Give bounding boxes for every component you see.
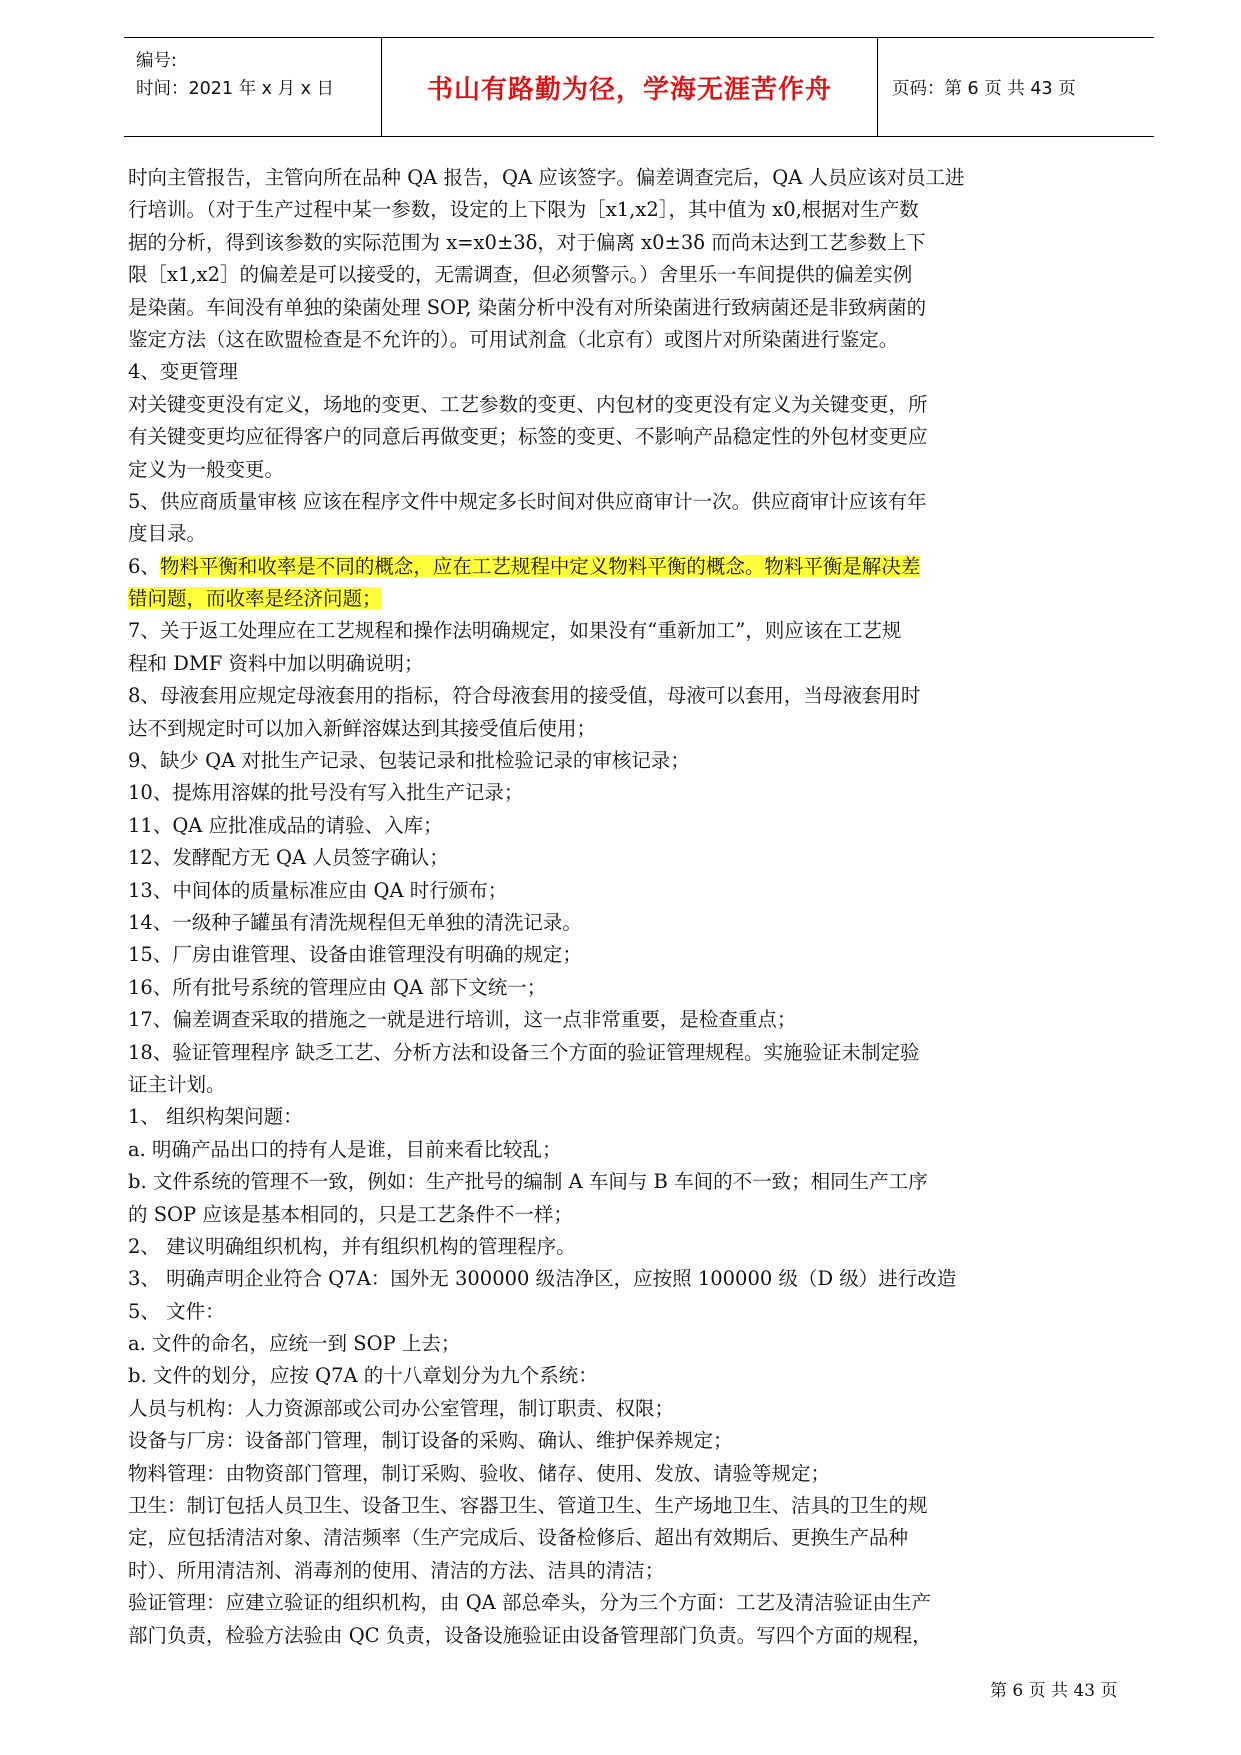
line-text: 是染菌。车间没有单独的染菌处理 SOP, 染菌分析中没有对所染菌进行致病菌还是非致病菌的 — [128, 295, 927, 319]
line-text: 9、缺少 QA 对批生产记录、包装记录和批检验记录的审核记录； — [128, 749, 690, 773]
line-text: 达不到规定时可以加入新鲜溶媒达到其接受值后使用； — [128, 716, 597, 740]
line-text: 5、 文件： — [128, 1299, 225, 1323]
line-text: 设备与厂房：设备部门管理，制订设备的采购、确认、维护保养规定； — [128, 1429, 733, 1453]
line-text: 验证管理：应建立验证的组织机构，由 QA 部总牵头，分为三个方面：工艺及清洁验证由生产 — [128, 1591, 931, 1615]
text-line — [128, 1199, 1146, 1231]
line-text: 7、关于返工处理应在工艺规程和操作法明确规定，如果没有“重新加工”，则应该在工艺规 — [128, 619, 902, 643]
line-text: 18、验证管理程序 缺乏工艺、分析方法和设备三个方面的验证管理规程。实施验证未制定验 — [128, 1040, 920, 1064]
text-line — [128, 1490, 1146, 1522]
line-text: 5、供应商质量审核 应该在程序文件中规定多长时间对供应商审计一次。供应商审计应该有年 — [128, 489, 927, 513]
line-text: 16、所有批号系统的管理应由 QA 部下文统一； — [128, 975, 547, 999]
text-line — [128, 680, 1146, 712]
text-line — [128, 1296, 1146, 1328]
text-line — [128, 713, 1146, 745]
line-text: a. 文件的命名，应统一到 SOP 上去； — [128, 1332, 461, 1356]
line-text: 对关键变更没有定义，场地的变更、工艺参数的变更、内包材的变更没有定义为关键变更，所 — [128, 392, 928, 416]
highlighted-text: 错问题，而收率是经济问题； — [128, 587, 382, 611]
header-page-info: 页码：第 6 页 共 43 页 — [892, 78, 1076, 99]
text-line — [128, 1522, 1146, 1554]
text-line — [128, 324, 1146, 356]
line-text: b. 文件系统的管理不一致，例如：生产批号的编制 A 车间与 B 车间的不一致；相同生产工序 — [128, 1170, 928, 1194]
text-line — [128, 615, 1146, 647]
line-text: 时向主管报告，主管向所在品种 QA 报告，QA 应该签字。偏差调查完后，QA 人员应该对员工进 — [128, 166, 965, 189]
text-line — [128, 1166, 1146, 1198]
text-line — [128, 1425, 1146, 1457]
page-footer: 第 6 页 共 43 页 — [990, 1681, 1118, 1701]
text-line — [128, 292, 1146, 324]
text-line — [128, 259, 1146, 291]
text-line — [128, 875, 1146, 907]
line-text: 17、偏差调查采取的措施之一就是进行培训，这一点非常重要，是检查重点； — [128, 1008, 797, 1032]
line-text: 6、 — [128, 554, 160, 578]
text-line — [128, 1458, 1146, 1490]
text-line — [128, 777, 1146, 809]
line-text: b. 文件的划分，应按 Q7A 的十八章划分为九个系统： — [128, 1364, 598, 1388]
text-line — [128, 551, 1146, 583]
line-text: 程和 DMF 资料中加以明确说明； — [128, 651, 424, 675]
text-line — [128, 1263, 1146, 1295]
text-line — [128, 648, 1146, 680]
text-line — [128, 194, 1146, 226]
text-line — [128, 1620, 1146, 1652]
line-text: a. 明确产品出口的持有人是谁，目前来看比较乱； — [128, 1137, 562, 1161]
line-text: 物料管理：由物资部门管理，制订采购、验收、储存、使用、发放、请验等规定； — [128, 1461, 831, 1485]
page-header — [124, 37, 1154, 137]
line-text: 15、厂房由谁管理、设备由谁管理没有明确的规定； — [128, 943, 582, 967]
text-line — [128, 1134, 1146, 1166]
text-line — [128, 939, 1146, 971]
line-text: 4、变更管理 — [128, 360, 238, 384]
line-text: 3、 明确声明企业符合 Q7A：国外无 300000 级洁净区，应按照 100000 级（D 级）进行改造 — [128, 1267, 957, 1291]
line-text: 1、 组织构架问题： — [128, 1105, 303, 1129]
line-text: 卫生：制订包括人员卫生、设备卫生、容器卫生、管道卫生、生产场地卫生、洁具的卫生的规 — [128, 1494, 928, 1518]
text-line — [128, 1587, 1146, 1619]
text-line — [128, 1101, 1146, 1133]
line-text: 部门负责，检验方法验由 QC 负责，设备设施验证由设备管理部门负责。写四个方面的规程， — [128, 1623, 932, 1647]
text-line — [128, 1037, 1146, 1069]
text-line — [128, 1360, 1146, 1392]
line-text: 度目录。 — [128, 522, 207, 546]
text-line — [128, 745, 1146, 777]
text-line — [128, 227, 1146, 259]
line-text: 限［x1,x2］的偏差是可以接受的，无需调查，但必须警示。）舍里乐一车间提供的偏差实例 — [128, 263, 913, 287]
text-line — [128, 842, 1146, 874]
text-line — [128, 810, 1146, 842]
document-time: 时间：2021 年 x 月 x 日 — [136, 79, 335, 99]
header-motto: 书山有路勤为径，学海无涯苦作舟 — [382, 38, 878, 136]
text-line — [128, 1231, 1146, 1263]
header-meta — [124, 38, 382, 136]
text-line — [128, 486, 1146, 518]
line-text: 证主计划。 — [128, 1072, 226, 1096]
text-line — [128, 972, 1146, 1004]
text-line — [128, 1393, 1146, 1425]
line-text: 据的分析，得到该参数的实际范围为 x=x0±3δ，对于偏离 x0±3δ 而尚未达到工艺参数上下 — [128, 230, 926, 254]
line-text: 人员与机构：人力资源部或公司办公室管理，制订职责、权限； — [128, 1396, 675, 1420]
text-line — [128, 162, 1146, 194]
text-line — [128, 356, 1146, 388]
text-line — [128, 421, 1146, 453]
text-line — [128, 1004, 1146, 1036]
text-line — [128, 1555, 1146, 1587]
line-text: 鉴定方法（这在欧盟检查是不允许的）。可用试剂盒（北京有）或图片对所染菌进行鉴定。 — [128, 327, 899, 351]
text-line — [128, 454, 1146, 486]
line-text: 2、 建议明确组织机构，并有组织机构的管理程序。 — [128, 1234, 576, 1258]
line-text: 时）、所用清洁剂、消毒剂的使用、清洁的方法、洁具的清洁； — [128, 1558, 665, 1582]
line-text: 定，应包括清洁对象、清洁频率（生产完成后、设备检修后、超出有效期后、更换生产品种 — [128, 1526, 909, 1550]
body-text — [128, 162, 1146, 1652]
line-text: 8、母液套用应规定母液套用的指标，符合母液套用的接受值，母液可以套用，当母液套用时 — [128, 684, 921, 708]
line-text: 有关键变更均应征得客户的同意后再做变更；标签的变更、不影响产品稳定性的外包材变更应 — [128, 425, 928, 449]
text-line — [128, 907, 1146, 939]
document-number: 编号: — [136, 51, 177, 71]
line-text: 行培训。（对于生产过程中某一参数，设定的上下限为［x1,x2］，其中值为 x0,根据对生产数 — [128, 198, 919, 222]
line-text: 13、中间体的质量标准应由 QA 时行颁布； — [128, 878, 508, 902]
highlighted-text: 物料平衡和收率是不同的概念，应在工艺规程中定义物料平衡的概念。物料平衡是解决差 — [159, 554, 921, 578]
line-text: 定义为一般变更。 — [128, 457, 285, 481]
line-text: 11、QA 应批准成品的请验、入库； — [128, 813, 443, 837]
line-text: 14、一级种子罐虽有清洗规程但无单独的清洗记录。 — [128, 910, 582, 934]
text-line — [128, 389, 1146, 421]
line-text: 10、提炼用溶媒的批号没有写入批生产记录； — [128, 781, 524, 805]
text-line — [128, 1069, 1146, 1101]
text-line — [128, 518, 1146, 550]
line-text: 的 SOP 应该是基本相同的，只是工艺条件不一样； — [128, 1202, 573, 1226]
text-line — [128, 583, 1146, 615]
text-line — [128, 1328, 1146, 1360]
line-text: 12、发酵配方无 QA 人员签字确认； — [128, 846, 449, 870]
